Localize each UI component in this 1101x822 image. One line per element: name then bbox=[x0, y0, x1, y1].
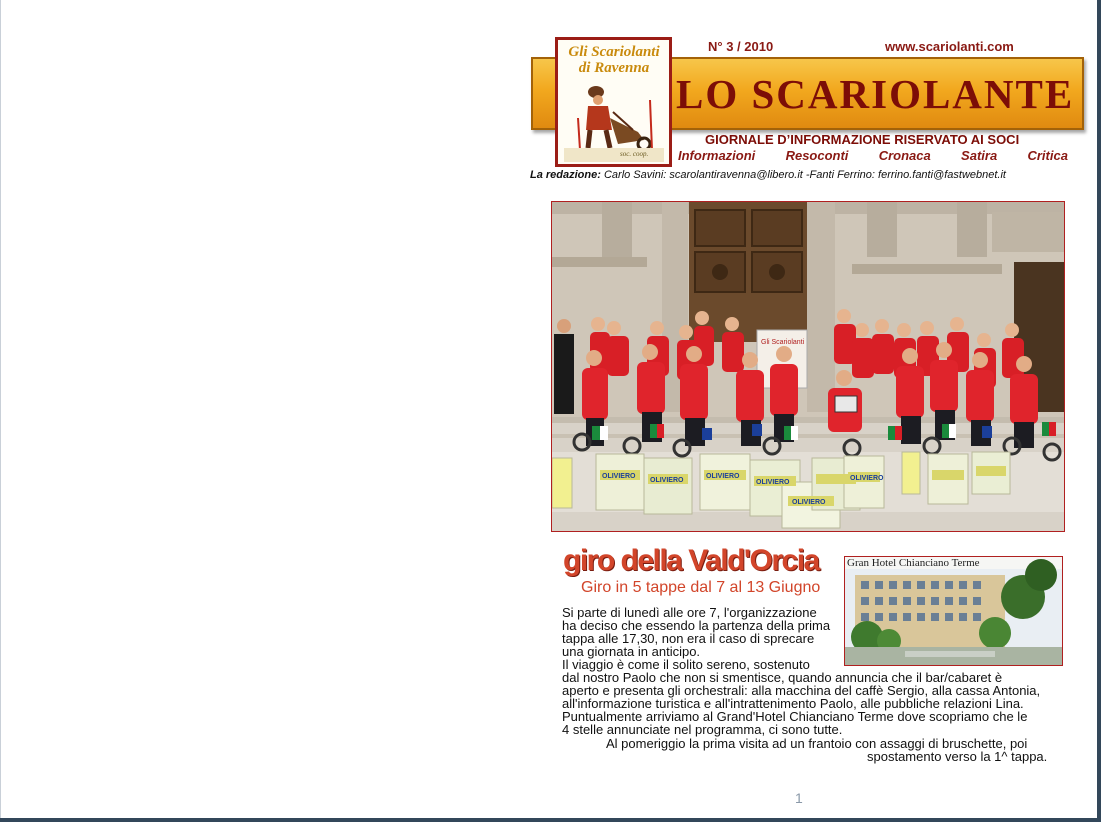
section-label: Critica bbox=[1027, 148, 1068, 163]
article-title: giro della Vald'Orcia bbox=[563, 544, 819, 577]
article-line: tappa alle 17,30, non era il caso di sprecare bbox=[562, 631, 815, 646]
editorial-contacts: Carlo Savini: scarolantiravenna@libero.it -Fanti Ferrino: ferrino.fanti@fastwebnet.it bbox=[603, 169, 1006, 181]
hotel-caption: Gran Hotel Chianciano Terme bbox=[847, 557, 980, 569]
article-line: aperto e presenta gli orchestrali: alla macchina del caffè Sergio, alla cassa Antonia, bbox=[562, 683, 1041, 698]
bag-brand-label: OLIVIERO bbox=[650, 477, 684, 484]
article-line: all'informazione turistica e all'intrattenimento Paolo, alle pubbliche relazioni Lina. bbox=[562, 696, 1024, 711]
article-line: Il viaggio è come il solito sereno, sostenuto bbox=[562, 657, 810, 672]
issue-number: N° 3 / 2010 bbox=[708, 39, 774, 54]
masthead-title: LO SCARIOLANTE bbox=[676, 71, 1075, 117]
masthead-subtitle: GIORNALE D’INFORMAZIONE RISERVATO AI SOCI bbox=[705, 132, 1020, 147]
hotel-photo-image bbox=[845, 557, 1062, 665]
group-photo bbox=[551, 201, 1065, 532]
group-photo-image bbox=[552, 202, 1064, 531]
bag-brand-label: OLIVIERO bbox=[706, 473, 740, 480]
bag-brand-label: OLIVIERO bbox=[850, 475, 884, 482]
section-label: Cronaca bbox=[878, 148, 931, 163]
article-line: 4 stelle annunciate nel programma, ci sono tutte. bbox=[562, 722, 843, 737]
section-label: Resoconti bbox=[785, 148, 849, 163]
section-label: Informazioni bbox=[678, 148, 756, 163]
section-label: Satira bbox=[961, 148, 998, 163]
page-left-edge bbox=[0, 0, 1, 822]
page-right-border bbox=[1097, 0, 1101, 822]
page-number: 1 bbox=[795, 790, 803, 806]
editorial-label: La redazione: bbox=[530, 169, 601, 181]
page-bottom-border bbox=[0, 818, 1101, 822]
masthead-sections bbox=[678, 148, 1068, 164]
website-url: www.scariolanti.com bbox=[885, 39, 1014, 54]
photo-banner-text: Gli Scariolanti bbox=[761, 339, 805, 346]
bag-brand-label: OLIVIERO bbox=[792, 499, 826, 506]
hotel-photo bbox=[844, 556, 1063, 666]
article-line: dal nostro Paolo che non si smentisce, quando annuncia che il bar/cabaret è bbox=[562, 670, 1003, 685]
bag-brand-label: OLIVIERO bbox=[756, 479, 790, 486]
editorial-credits bbox=[530, 169, 1006, 181]
svg-text:soc. coop.: soc. coop. bbox=[620, 150, 649, 158]
article-subtitle: Giro in 5 tappe dal 7 al 13 Giugno bbox=[581, 579, 821, 596]
article-line: Si parte di lunedì alle ore 7, l'organizzazione bbox=[562, 605, 817, 620]
article-line: una giornata in anticipo. bbox=[562, 644, 701, 659]
article-line: ha deciso che essendo la partenza della prima bbox=[562, 618, 831, 633]
logo bbox=[555, 37, 672, 167]
bag-brand-label: OLIVIERO bbox=[602, 473, 636, 480]
article-line: Al pomeriggio la prima visita ad un frantoio con assaggi di bruschette, poi bbox=[606, 736, 1028, 751]
article-line: Puntualmente arriviamo al Grand'Hotel Chianciano Terme dove scopriamo che le bbox=[562, 709, 1028, 724]
article-line: spostamento verso la 1^ tappa. bbox=[867, 749, 1048, 764]
logo-lettering: Gli Scariolanti di Ravenna bbox=[568, 44, 660, 76]
